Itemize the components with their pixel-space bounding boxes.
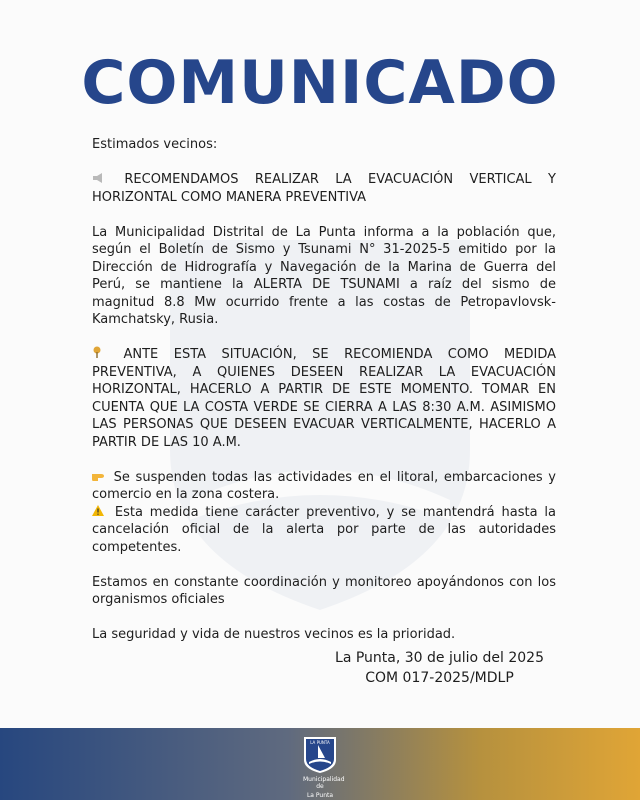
page-title: COMUNICADO (81, 48, 559, 118)
pin-icon (92, 346, 108, 364)
paragraph-text: Se suspenden todas las actividades en el litoral, embarcaciones y comercio en la zona costera. (92, 469, 556, 502)
logo-caption-1: Municipalidad de (303, 776, 345, 790)
communique-body (92, 136, 556, 661)
pointing-hand-icon (92, 469, 108, 487)
megaphone-icon (92, 171, 108, 189)
warning-icon (92, 504, 108, 522)
paragraph-coordination: Estamos en constante coordinación y monitoreo apoyándonos con los organismos oficiales (92, 574, 556, 607)
signature-block (335, 648, 544, 688)
paragraph-text: RECOMENDAMOS REALIZAR LA EVACUACIÓN VERTICAL Y HORIZONTAL COMO MANERA PREVENTIVA (92, 172, 556, 205)
paragraph-preventive-duration (92, 504, 556, 557)
document-code: COM 017-2025/MDLP (365, 670, 514, 686)
shield-icon (303, 736, 337, 774)
footer-band (0, 728, 640, 800)
greeting: Estimados vecinos: (92, 137, 218, 152)
paragraph-text: Esta medida tiene carácter preventivo, y se mantendrá hasta la cancelación oficial de la alerta por parte de las autoridades competentes. (92, 504, 556, 555)
place-date: La Punta, 30 de julio del 2025 (335, 650, 544, 666)
paragraph-text: ANTE ESTA SITUACIÓN, SE RECOMIENDA COMO MEDIDA PREVENTIVA, A QUIENES DESEEN REALIZAR LA EVACUACIÓN HORIZONTAL, HACERLO A PARTIR DE ESTE MOMENTO. TOMAR EN CUENTA QUE LA COSTA VERDE SE CIERRA A LAS 8:30 A.M. ASIMISMO LAS PERSONAS QUE DESEEN EVACUAR VERTICALMENTE, HACERLO A PARTIR DE LAS 10 A.M. (92, 347, 556, 450)
municipal-logo (303, 736, 345, 799)
paragraph-preventive-measure (92, 346, 556, 451)
paragraph-priority: La seguridad y vida de nuestros vecinos es la prioridad. (92, 627, 456, 642)
logo-top-text: LA PUNTA (310, 740, 330, 745)
paragraph-tsunami-alert: La Municipalidad Distrital de La Punta informa a la población que, según el Boletín de Sismo y Tsunami N° 31-2025-5 emitido por la Dirección de Hidrografía y Navegación de la Marina de Guerra del Perú, se mantiene la ALERTA DE TSUNAMI a raíz del sismo de magnitud 8.8 Mw ocurrido frente a las costas de Petropavlovsk-Kamchatsky, Rusia. (92, 224, 556, 327)
paragraph-suspension (92, 469, 556, 504)
logo-caption-2: La Punta (306, 792, 334, 799)
paragraph-evacuation-recommendation (92, 171, 556, 206)
